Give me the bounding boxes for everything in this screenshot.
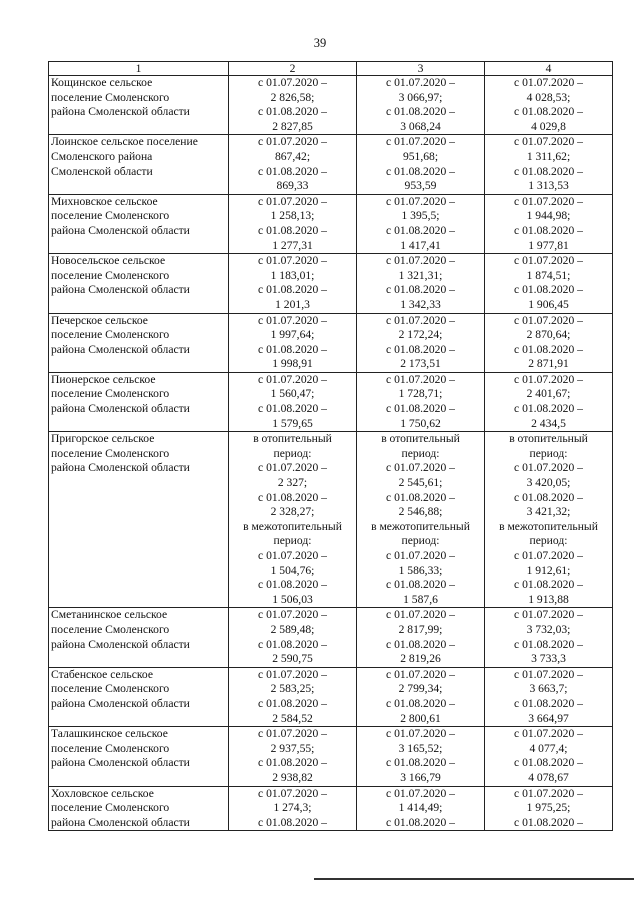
cell-line: 1 183,01; xyxy=(270,268,315,282)
cell-line: 2 583,25; xyxy=(270,682,315,696)
cell-line: с 01.07.2020 – xyxy=(258,461,327,475)
cell-line: 2 819,26 xyxy=(400,652,441,666)
cell-line: в отопительный xyxy=(253,432,332,446)
settlement-name xyxy=(49,608,229,667)
cell-line: Хохловское сельское xyxy=(51,786,154,800)
value-col-3 xyxy=(357,372,485,431)
cell-line: с 01.07.2020 – xyxy=(258,194,327,208)
cell-line: 2 545,61; xyxy=(398,476,443,490)
cell-line: 953,59 xyxy=(404,179,437,193)
cell-line: района Смоленской области xyxy=(51,283,190,297)
cell-line: 1 750,62 xyxy=(400,416,441,430)
cell-line: с 01.08.2020 – xyxy=(258,815,327,829)
cell-line: 3 166,79 xyxy=(400,770,441,784)
column-header-3: 3 xyxy=(357,62,485,76)
value-col-3 xyxy=(357,76,485,135)
cell-line: Стабенское сельское xyxy=(51,667,153,681)
cell-line: 1 321,31; xyxy=(398,268,443,282)
cell-line: 1 560,47; xyxy=(270,387,315,401)
value-col-4 xyxy=(485,76,613,135)
value-col-3 xyxy=(357,608,485,667)
cell-line: 1 912,61; xyxy=(526,563,571,577)
cell-line: с 01.08.2020 – xyxy=(386,342,455,356)
cell-line: с 01.07.2020 – xyxy=(514,254,583,268)
page-number: 39 xyxy=(313,36,327,50)
cell-line: с 01.08.2020 – xyxy=(258,105,327,119)
cell-line: с 01.08.2020 – xyxy=(386,490,455,504)
cell-line: в межотопительный xyxy=(371,519,470,533)
cell-line: с 01.07.2020 – xyxy=(258,76,327,89)
cell-line: с 01.07.2020 – xyxy=(386,313,455,327)
cell-line: поселение Смоленского xyxy=(51,682,170,696)
table-row xyxy=(49,135,613,194)
cell-line: 1 311,62; xyxy=(526,149,571,163)
cell-line: с 01.08.2020 – xyxy=(514,105,583,119)
cell-line: в отопительный xyxy=(381,432,460,446)
cell-line: 1 579,65 xyxy=(272,416,313,430)
cell-line: 1 998,91 xyxy=(272,357,313,371)
table-row xyxy=(49,727,613,786)
cell-line: 2 172,24; xyxy=(398,328,443,342)
table-row xyxy=(49,608,613,667)
cell-line: поселение Смоленского xyxy=(51,387,170,401)
cell-line: с 01.08.2020 – xyxy=(386,223,455,237)
cell-line: поселение Смоленского xyxy=(51,622,170,636)
cell-line: Талашкинское сельское xyxy=(51,727,168,741)
cell-line: с 01.07.2020 – xyxy=(386,372,455,386)
cell-line: период: xyxy=(401,534,440,548)
column-header-2: 2 xyxy=(229,62,357,76)
cell-line: 1 587,6 xyxy=(403,592,438,606)
cell-line: района Смоленской области xyxy=(51,223,190,237)
value-col-4 xyxy=(485,254,613,313)
cell-line: Смоленской области xyxy=(51,164,153,178)
cell-line: с 01.07.2020 – xyxy=(386,727,455,741)
cell-line: 2 870,64; xyxy=(526,328,571,342)
cell-line: 3 165,52; xyxy=(398,741,443,755)
cell-line: района Смоленской области xyxy=(51,756,190,770)
value-col-2 xyxy=(229,432,357,608)
cell-line: 4 028,53; xyxy=(526,90,571,104)
cell-line: с 01.07.2020 – xyxy=(258,254,327,268)
cell-line: 1 874,51; xyxy=(526,268,571,282)
cell-line: с 01.08.2020 – xyxy=(514,164,583,178)
cell-line: с 01.08.2020 – xyxy=(258,578,327,592)
cell-line: 869,33 xyxy=(276,179,309,193)
cell-line: 3 732,03; xyxy=(526,622,571,636)
cell-line: 1 342,33 xyxy=(400,297,441,311)
cell-line: с 01.08.2020 – xyxy=(386,283,455,297)
cell-line: с 01.08.2020 – xyxy=(386,696,455,710)
cell-line: с 01.08.2020 – xyxy=(514,696,583,710)
cell-line: с 01.08.2020 – xyxy=(514,402,583,416)
cell-line: 1 586,33; xyxy=(398,563,443,577)
cell-line: с 01.07.2020 – xyxy=(514,194,583,208)
cell-line: с 01.08.2020 – xyxy=(258,490,327,504)
cell-line: с 01.08.2020 – xyxy=(258,756,327,770)
cell-line: с 01.08.2020 – xyxy=(386,164,455,178)
cell-line: с 01.08.2020 – xyxy=(514,283,583,297)
cell-line: с 01.07.2020 – xyxy=(258,313,327,327)
cell-line: с 01.07.2020 – xyxy=(514,786,583,800)
settlement-name xyxy=(49,432,229,608)
column-header-1: 1 xyxy=(49,62,229,76)
value-col-4 xyxy=(485,432,613,608)
value-col-2 xyxy=(229,313,357,372)
value-col-3 xyxy=(357,194,485,253)
cell-line: с 01.07.2020 – xyxy=(386,76,455,89)
cell-line: Смоленского района xyxy=(51,149,153,163)
cell-line: района Смоленской области xyxy=(51,815,190,829)
cell-line: 3 420,05; xyxy=(526,476,571,490)
settlement-name xyxy=(49,254,229,313)
cell-line: с 01.08.2020 – xyxy=(514,223,583,237)
cell-line: 1 728,71; xyxy=(398,387,443,401)
cell-line: 2 937,55; xyxy=(270,741,315,755)
value-col-3 xyxy=(357,667,485,726)
cell-line: период: xyxy=(401,446,440,460)
cell-line: 3 663,7; xyxy=(529,682,568,696)
table-header-row xyxy=(49,62,613,76)
cell-line: поселение Смоленского xyxy=(51,801,170,815)
cell-line: в межотопительный xyxy=(243,519,342,533)
cell-line: района Смоленской области xyxy=(51,402,190,416)
cell-line: 1 274,3; xyxy=(273,801,312,815)
value-col-4 xyxy=(485,608,613,667)
cell-line: с 01.08.2020 – xyxy=(258,342,327,356)
value-col-3 xyxy=(357,135,485,194)
cell-line: с 01.07.2020 – xyxy=(258,135,327,149)
value-col-2 xyxy=(229,254,357,313)
cell-line: района Смоленской области xyxy=(51,637,190,651)
cell-line: с 01.07.2020 – xyxy=(386,608,455,622)
cell-line: 1 414,49; xyxy=(398,801,443,815)
table-row xyxy=(49,76,613,135)
cell-line: с 01.08.2020 – xyxy=(514,490,583,504)
value-col-3 xyxy=(357,432,485,608)
cell-line: района Смоленской области xyxy=(51,105,190,119)
cell-line: 3 066,97; xyxy=(398,90,443,104)
cell-line: района Смоленской области xyxy=(51,342,190,356)
value-col-4 xyxy=(485,194,613,253)
cell-line: с 01.07.2020 – xyxy=(514,461,583,475)
cell-line: поселение Смоленского xyxy=(51,741,170,755)
cell-line: 1 201,3 xyxy=(275,297,310,311)
cell-line: 2 589,48; xyxy=(270,622,315,636)
cell-line: 2 584,52 xyxy=(272,711,313,725)
value-col-3 xyxy=(357,313,485,372)
cell-line: с 01.07.2020 – xyxy=(258,549,327,562)
cell-line: Пионерское сельское xyxy=(51,372,156,386)
cell-line: с 01.08.2020 – xyxy=(258,637,327,651)
value-col-4 xyxy=(485,667,613,726)
cell-line: 1 906,45 xyxy=(528,297,569,311)
cell-line: с 01.08.2020 – xyxy=(514,342,583,356)
cell-line: поселение Смоленского xyxy=(51,209,170,223)
table-row xyxy=(49,313,613,372)
value-col-2 xyxy=(229,76,357,135)
cell-line: с 01.08.2020 – xyxy=(258,402,327,416)
cell-line: с 01.08.2020 – xyxy=(258,283,327,297)
cell-line: 4 077,4; xyxy=(529,741,568,755)
cell-line: 951,68; xyxy=(402,149,439,163)
cell-line: с 01.08.2020 – xyxy=(514,578,583,592)
cell-line: 2 817,99; xyxy=(398,622,443,636)
cell-line: района Смоленской области xyxy=(51,696,190,710)
cell-line: с 01.07.2020 – xyxy=(386,194,455,208)
cell-line: с 01.07.2020 – xyxy=(386,254,455,268)
cell-line: 1 417,41 xyxy=(400,238,441,252)
cell-line: с 01.07.2020 – xyxy=(514,727,583,741)
cell-line: Печерское сельское xyxy=(51,313,148,327)
settlement-name xyxy=(49,135,229,194)
cell-line: с 01.07.2020 – xyxy=(258,608,327,622)
cell-line: 4 078,67 xyxy=(528,770,569,784)
table-row xyxy=(49,372,613,431)
cell-line: с 01.07.2020 – xyxy=(386,667,455,681)
table-row xyxy=(49,194,613,253)
cell-line: с 01.07.2020 – xyxy=(258,667,327,681)
cell-line: 3 664,97 xyxy=(528,711,569,725)
cell-line: с 01.08.2020 – xyxy=(386,402,455,416)
cell-line: с 01.08.2020 – xyxy=(386,105,455,119)
cell-line: 1 977,81 xyxy=(528,238,569,252)
cell-line: с 01.08.2020 – xyxy=(386,815,455,829)
cell-line: с 01.08.2020 – xyxy=(386,637,455,651)
cell-line: 1 313,53 xyxy=(528,179,569,193)
cell-line: 1 506,03 xyxy=(272,592,313,606)
cell-line: период: xyxy=(529,446,568,460)
cell-line: 1 258,13; xyxy=(270,209,315,223)
value-col-2 xyxy=(229,135,357,194)
cell-line: в межотопительный xyxy=(499,519,598,533)
cell-line: с 01.07.2020 – xyxy=(514,372,583,386)
cell-line: 2 327; xyxy=(277,476,308,490)
cell-line: 2 401,67; xyxy=(526,387,571,401)
table-body xyxy=(49,76,613,831)
cell-line: 2 938,82 xyxy=(272,770,313,784)
cell-line: 1 997,64; xyxy=(270,328,315,342)
cell-line: период: xyxy=(273,534,312,548)
cell-line: с 01.08.2020 – xyxy=(386,756,455,770)
cell-line: 3 421,32; xyxy=(526,505,571,519)
value-col-4 xyxy=(485,786,613,831)
cell-line: 2 800,61 xyxy=(400,711,441,725)
value-col-4 xyxy=(485,727,613,786)
column-header-4: 4 xyxy=(485,62,613,76)
value-col-4 xyxy=(485,372,613,431)
cell-line: с 01.08.2020 – xyxy=(258,164,327,178)
settlement-name xyxy=(49,313,229,372)
cell-line: в отопительный xyxy=(509,432,588,446)
cell-line: 2 173,51 xyxy=(400,357,441,371)
value-col-3 xyxy=(357,786,485,831)
cell-line: с 01.07.2020 – xyxy=(258,786,327,800)
cell-line: 1 975,25; xyxy=(526,801,571,815)
value-col-2 xyxy=(229,608,357,667)
cell-line: поселение Смоленского xyxy=(51,268,170,282)
scan-artifact-line xyxy=(314,878,634,880)
cell-line: Новосельское сельское xyxy=(51,254,166,268)
cell-line: с 01.07.2020 – xyxy=(386,461,455,475)
value-col-4 xyxy=(485,313,613,372)
table-row xyxy=(49,667,613,726)
table-row xyxy=(49,786,613,831)
table-row xyxy=(49,432,613,608)
cell-line: с 01.07.2020 – xyxy=(514,608,583,622)
cell-line: 2 328,27; xyxy=(270,505,315,519)
cell-line: период: xyxy=(273,446,312,460)
cell-line: с 01.08.2020 – xyxy=(514,815,583,829)
cell-line: поселение Смоленского xyxy=(51,90,170,104)
settlement-name xyxy=(49,727,229,786)
cell-line: 1 944,98; xyxy=(526,209,571,223)
cell-line: района Смоленской области xyxy=(51,461,190,475)
value-col-3 xyxy=(357,727,485,786)
settlement-name xyxy=(49,372,229,431)
cell-line: с 01.07.2020 – xyxy=(514,549,583,562)
cell-line: 2 826,58; xyxy=(270,90,315,104)
cell-line: с 01.07.2020 – xyxy=(386,786,455,800)
cell-line: с 01.08.2020 – xyxy=(386,578,455,592)
cell-line: 3 733,3 xyxy=(531,652,566,666)
cell-line: с 01.07.2020 – xyxy=(514,76,583,89)
cell-line: поселение Смоленского xyxy=(51,328,170,342)
cell-line: 2 799,34; xyxy=(398,682,443,696)
cell-line: 4 029,8 xyxy=(531,119,566,133)
settlement-name xyxy=(49,76,229,135)
cell-line: Михновское сельское xyxy=(51,194,158,208)
value-col-2 xyxy=(229,372,357,431)
settlement-name xyxy=(49,667,229,726)
cell-line: с 01.07.2020 – xyxy=(386,549,455,562)
cell-line: Сметанинское сельское xyxy=(51,608,168,622)
value-col-3 xyxy=(357,254,485,313)
cell-line: поселение Смоленского xyxy=(51,446,170,460)
cell-line: 1 504,76; xyxy=(270,563,315,577)
value-col-2 xyxy=(229,194,357,253)
cell-line: 2 827,85 xyxy=(272,119,313,133)
cell-line: 1 395,5; xyxy=(401,209,440,223)
value-col-2 xyxy=(229,786,357,831)
table-row xyxy=(49,254,613,313)
cell-line: 2 546,88; xyxy=(398,505,443,519)
cell-line: с 01.07.2020 – xyxy=(258,372,327,386)
cell-line: с 01.08.2020 – xyxy=(258,223,327,237)
cell-line: с 01.07.2020 – xyxy=(514,313,583,327)
cell-line: Лоинское сельское поселение xyxy=(51,135,198,149)
cell-line: 3 068,24 xyxy=(400,119,441,133)
cell-line: с 01.08.2020 – xyxy=(514,756,583,770)
cell-line: 2 590,75 xyxy=(272,652,313,666)
cell-line: 867,42; xyxy=(274,149,311,163)
value-col-2 xyxy=(229,667,357,726)
settlement-name xyxy=(49,786,229,831)
value-col-4 xyxy=(485,135,613,194)
cell-line: с 01.08.2020 – xyxy=(258,696,327,710)
cell-line: с 01.07.2020 – xyxy=(514,667,583,681)
cell-line: с 01.07.2020 – xyxy=(514,135,583,149)
cell-line: с 01.08.2020 – xyxy=(514,637,583,651)
cell-line: 2 871,91 xyxy=(528,357,569,371)
cell-line: 1 277,31 xyxy=(272,238,313,252)
cell-line: Кощинское сельское xyxy=(51,76,153,89)
cell-line: с 01.07.2020 – xyxy=(386,135,455,149)
cell-line: Пригорское сельское xyxy=(51,432,155,446)
cell-line: с 01.07.2020 – xyxy=(258,727,327,741)
cell-line: период: xyxy=(529,534,568,548)
cell-line: 1 913,88 xyxy=(528,592,569,606)
cell-line: 2 434,5 xyxy=(531,416,566,430)
value-col-2 xyxy=(229,727,357,786)
tariff-table xyxy=(48,61,613,831)
settlement-name xyxy=(49,194,229,253)
